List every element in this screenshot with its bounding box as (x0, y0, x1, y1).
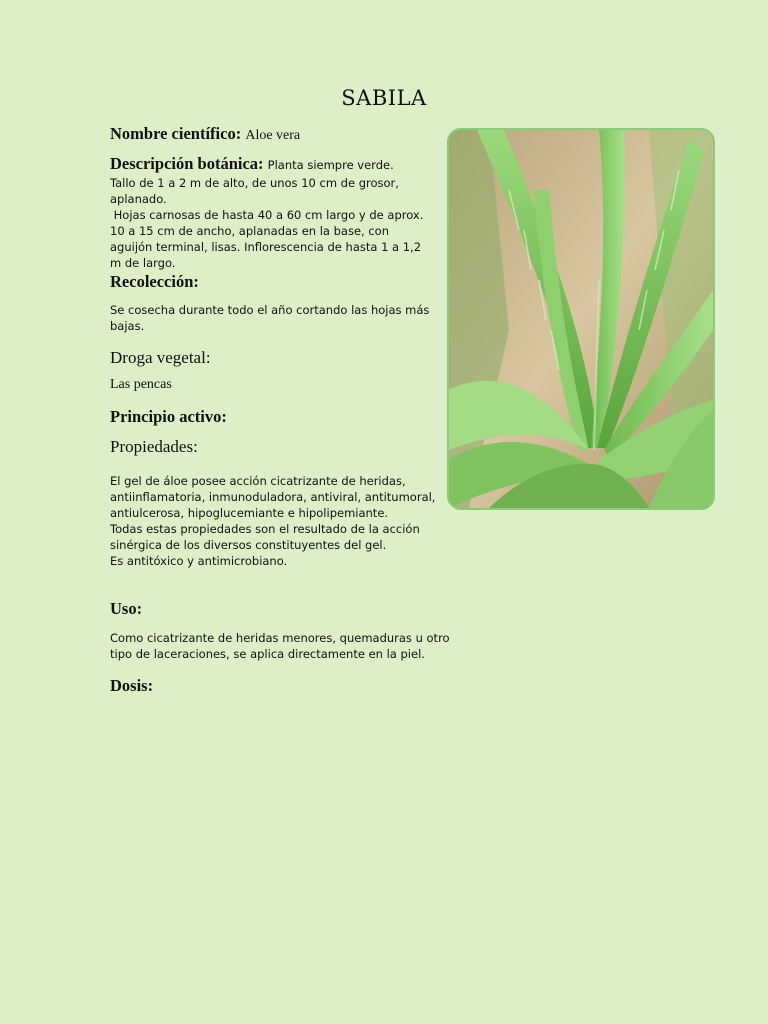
scientific-name-value: Aloe vera (245, 128, 301, 143)
dosage-heading: Dosis: (110, 676, 154, 695)
aloe-plant-illustration (449, 130, 713, 508)
botanical-description-first: Planta siempre verde. (267, 158, 394, 172)
properties-line: El gel de áloe posee acción cicatrizante de heridas, antiinflamatoria, inmunoduladora, antiviral, antitumoral, antiulcerosa, hipoglucemiante e hipolipemiante. (110, 474, 436, 520)
scientific-name-label: Nombre científico: (110, 124, 242, 143)
plant-drug-heading: Droga vegetal: (110, 348, 211, 367)
plant-drug-text: Las pencas (110, 377, 172, 392)
botanical-description-line: Tallo de 1 a 2 m de alto, de unos 10 cm de grosor, aplanado. (110, 176, 399, 206)
botanical-description-line: Hojas carnosas de hasta 40 a 60 cm largo y de aprox. 10 a 15 cm de ancho, aplanadas en la base, con aguijón terminal, lisas. Inflorescencia de hasta 1 a 1,2 m de largo. (110, 208, 428, 270)
use-heading: Uso: (110, 599, 143, 618)
harvest-heading: Recolección: (110, 272, 199, 291)
scientific-name-row (110, 124, 300, 144)
use-text: Como cicatrizante de heridas menores, quemaduras u otro tipo de laceraciones, se aplica directamente en la piel. (110, 631, 450, 661)
aloe-vera-photo (447, 128, 715, 510)
page-title: SABILA (341, 86, 427, 110)
botanical-description-body (110, 175, 435, 271)
properties-line: Es antitóxico y antimicrobiano. (110, 554, 288, 568)
botanical-description-heading (110, 154, 394, 174)
botanical-description-label: Descripción botánica: (110, 154, 264, 173)
properties-line: Todas estas propiedades son el resultado de la acción sinérgica de los diversos constituyentes del gel. (110, 522, 420, 552)
active-principle-heading: Principio activo: (110, 407, 227, 426)
properties-body (110, 473, 450, 569)
harvest-text: Se cosecha durante todo el año cortando las hojas más bajas. (110, 303, 430, 333)
properties-heading: Propiedades: (110, 437, 198, 456)
